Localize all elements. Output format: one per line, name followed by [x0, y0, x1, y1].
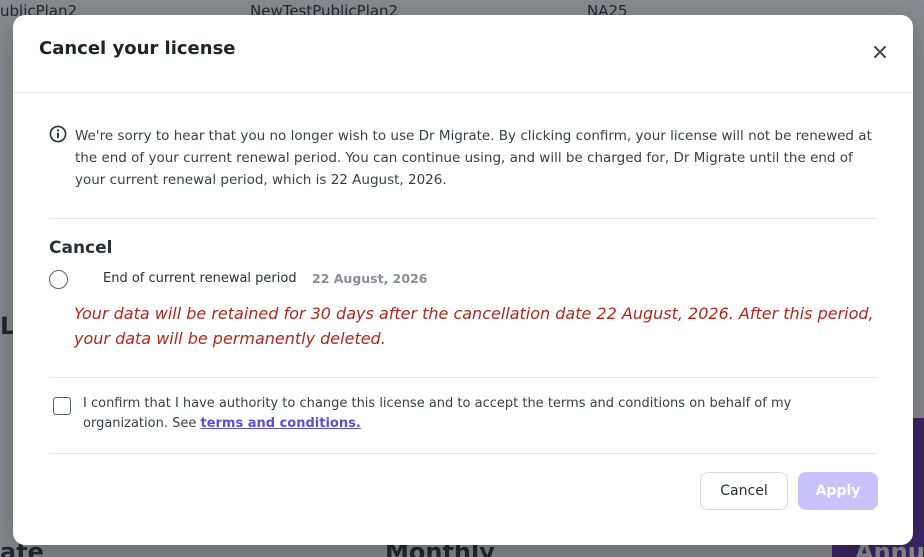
terms-and-conditions-link[interactable]: terms and conditions. [200, 416, 361, 431]
dialog-title: Cancel your license [39, 38, 236, 59]
end-of-period-radio[interactable] [49, 270, 68, 289]
divider [49, 377, 877, 378]
end-of-period-label[interactable]: End of current renewal period [103, 271, 297, 286]
cancel-section-title: Cancel [49, 238, 113, 258]
info-circle-icon [49, 125, 67, 143]
authority-confirm-checkbox[interactable] [53, 397, 71, 415]
data-retention-warning: Your data will be retained for 30 days after the cancellation date 22 August, 2026. After this period, your data will be permanently deleted. [74, 304, 874, 348]
divider [49, 453, 877, 454]
cancel-button[interactable]: Cancel [700, 472, 788, 510]
info-text: We're sorry to hear that you no longer wish to use Dr Migrate. By clicking confirm, your license will not be renewed at the end of your current renewal period. You can continue using, and will be charged for, Dr Migrate until the end of your current renewal period, which is 22 August, 2026. [75, 128, 872, 188]
dialog-header [13, 15, 913, 93]
cancel-license-dialog [13, 15, 913, 545]
authority-confirm-text [83, 394, 823, 434]
apply-button[interactable]: Apply [798, 472, 878, 510]
end-of-period-date: 22 August, 2026 [312, 271, 428, 286]
close-icon[interactable] [871, 43, 889, 61]
divider [49, 218, 877, 219]
authority-confirm-label: I confirm that I have authority to change this license and to accept the terms and conditions on behalf of my organization. See [83, 396, 792, 431]
